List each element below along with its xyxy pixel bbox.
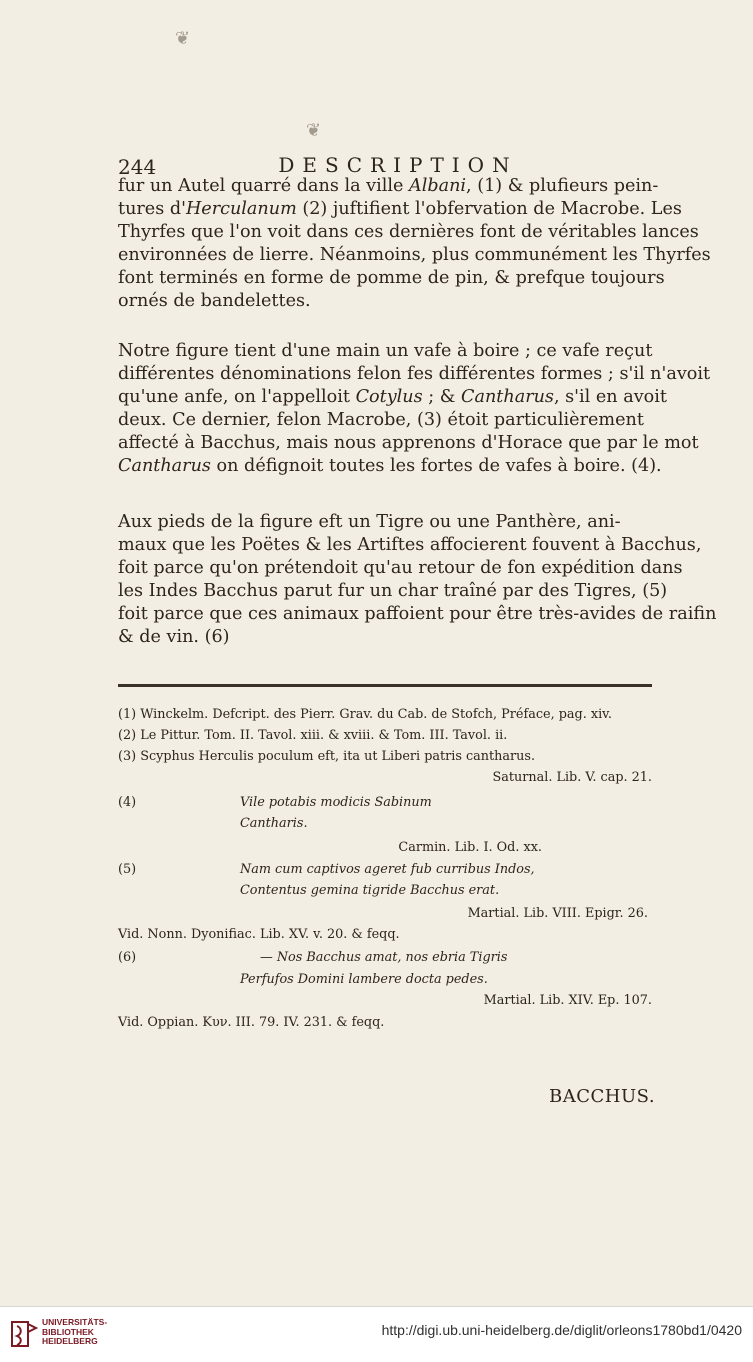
- text-line: ornés de bandelettes.: [118, 291, 311, 312]
- source-url-link[interactable]: http://digi.ub.uni-heidelberg.de/diglit/orleons1780bd1/0420: [381, 1322, 742, 1338]
- footnote-source: Carmin. Lib. I. Od. xx.: [398, 840, 542, 855]
- footnote-source: Martial. Lib. XIV. Ep. 107.: [483, 993, 652, 1008]
- text-line: & de vin. (6): [118, 627, 230, 648]
- catchword: BACCHUS.: [549, 1086, 656, 1107]
- text-line: affecté à Bacchus, mais nous apprenons d'Horace que par le mot: [118, 433, 699, 454]
- running-title: DESCRIPTION: [278, 153, 518, 177]
- text-line: maux que les Poëtes & les Artiftes affocierent fouvent à Bacchus,: [118, 535, 702, 556]
- library-name-line: UNIVERSITÄTS-: [42, 1317, 108, 1327]
- text-line: foit parce qu'on prétendoit qu'au retour de fon expédition dans: [118, 558, 683, 579]
- italic-text: Albani: [408, 176, 467, 196]
- footnote-line: Vid. Oppian. Kυν. III. 79. IV. 231. & feqq.: [118, 1015, 385, 1030]
- footnote-line: Vid. Nonn. Dyonifiac. Lib. XV. v. 20. & feqq.: [118, 927, 400, 942]
- footnote-source: Saturnal. Lib. V. cap. 21.: [492, 770, 652, 785]
- footnote-quote-line: Cantharis.: [240, 816, 308, 831]
- text-line: foit parce que ces animaux paffoient pour être très-avides de raifin: [118, 604, 717, 625]
- italic-text: Cotylus: [355, 387, 423, 408]
- text-line: différentes dénominations felon fes différentes formes ; s'il n'avoit: [118, 364, 711, 385]
- text-line: font terminés en forme de pomme de pin, & prefque toujours: [118, 268, 665, 289]
- footnote-line: (3) Scyphus Herculis poculum eft, ita ut Liberi patris cantharus.: [118, 749, 536, 764]
- text-line: qu'une anfe, on l'appelloit Cotylus ; & Cantharus, s'il en avoit: [118, 387, 667, 408]
- footnote-marker: (6): [118, 950, 137, 965]
- text-line: les Indes Bacchus parut fur un char traîné par des Tigres, (5): [118, 581, 668, 602]
- italic-text: Herculanum: [185, 199, 297, 220]
- footnote-marker: (5): [118, 862, 137, 877]
- footnote-source: Martial. Lib. VIII. Epigr. 26.: [467, 906, 648, 921]
- footnote-quote-line: Vile potabis modicis Sabinum: [240, 795, 432, 810]
- footnote-quote-line: Nam cum captivos ageret fub curribus Indos,: [240, 862, 535, 877]
- italic-text: Cantharus: [118, 456, 211, 477]
- main-paragraph: [118, 340, 711, 479]
- text-line: deux. Ce dernier, felon Macrobe, (3) étoit particulièrement: [118, 410, 644, 431]
- library-name-line: BIBLIOTHEK: [42, 1326, 94, 1337]
- footnote-marker: (4): [118, 795, 137, 810]
- footnote-line: (1) Winckelm. Defcript. des Pierr. Grav. du Cab. de Stofch, Préface, pag. xiv.: [118, 707, 612, 722]
- footnote-quote-line: Contentus gemina tigride Bacchus erat.: [240, 883, 500, 898]
- text-line: tures d'Herculanum (2) juftifient l'obfervation de Macrobe. Les: [118, 199, 682, 220]
- digitization-footer: [0, 1306, 753, 1362]
- paper-stain: ❦: [306, 120, 322, 141]
- main-paragraph: [118, 175, 711, 314]
- library-name: [42, 1318, 162, 1347]
- library-logo-icon: [8, 1318, 40, 1350]
- text-line: fur un Autel quarré dans la ville Albani, (1) & plufieurs pein-: [118, 176, 659, 196]
- footnote-divider: [118, 684, 652, 687]
- library-name-line: HEIDELBERG: [42, 1336, 98, 1346]
- text-line: Thyrfes que l'on voit dans ces dernières font de véritables lances: [118, 222, 699, 243]
- text-line: Aux pieds de la figure eft un Tigre ou une Panthère, ani-: [118, 512, 621, 532]
- main-paragraph: [118, 511, 717, 650]
- text-line: environnées de lierre. Néanmoins, plus communément les Thyrfes: [118, 245, 711, 266]
- text-line: Cantharus on défignoit toutes les fortes de vafes à boire. (4).: [118, 456, 662, 477]
- italic-text: Cantharus: [461, 387, 554, 408]
- footnote-line: (2) Le Pittur. Tom. II. Tavol. xiii. & xviii. & Tom. III. Tavol. ii.: [118, 728, 508, 743]
- text-line: Notre figure tient d'une main un vafe à boire ; ce vafe reçut: [118, 341, 653, 361]
- footnote-quote-line: Perfufos Domini lambere docta pedes.: [240, 972, 488, 987]
- page-number: 244: [118, 155, 157, 179]
- paper-stain: ❦: [175, 28, 191, 49]
- footnote-quote-line: — Nos Bacchus amat, nos ebria Tigris: [260, 950, 508, 965]
